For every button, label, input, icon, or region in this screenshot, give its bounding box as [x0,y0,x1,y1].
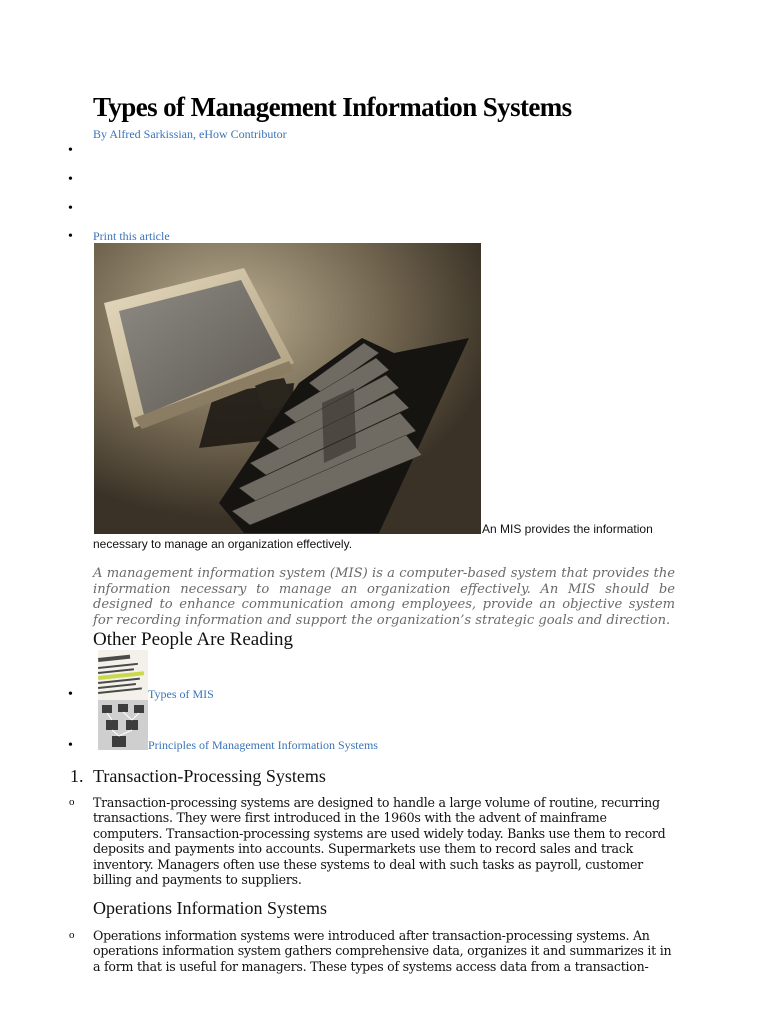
related-article-link[interactable]: Types of MIS [148,687,214,701]
related-article-thumbnail[interactable] [98,650,148,700]
section-paragraph: Transaction-processing systems are designed to handle a large volume of routine, recurring transactions. They were first introduced in the 1960s with the advent of mainframe computers. Transaction-processing systems are used widely today. Banks use them to record deposits and payments into accounts. Supermarkets use them to record sales and track inventory. Managers often use these systems to deal with such tasks as payroll, customer billing and payments to suppliers. [93,795,666,888]
section-paragraph: Operations information systems were introduced after transaction-processing systems. An operations information system gathers comprehensive data, organizes it and summarizes it in a form that is useful for managers. These types of systems access data from a transaction- [93,928,672,974]
list-bullet: • [68,738,73,753]
image-caption: An MIS provides the information [482,522,653,536]
print-article-link[interactable]: Print this article [93,229,170,243]
computer-illustration [94,243,481,534]
other-reading-heading: Other People Are Reading [93,629,293,650]
article-title: Types of Management Information Systems [93,92,572,122]
empty-list-bullet: • [68,201,73,216]
section-number: 1. [70,766,84,786]
empty-list-bullet: • [68,143,73,158]
author-byline-link[interactable]: By Alfred Sarkissian, eHow Contributor [93,127,287,141]
network-monitors-icon [98,700,148,750]
list-bullet: • [68,229,73,244]
list-bullet: • [68,687,73,702]
sub-list-bullet: o [69,929,75,941]
article-intro: A management information system (MIS) is a computer-based system that provides the information necessary to manage an organization effectively. An MIS should be designed to enhance communication among employees, provide an objective system for recording information and support the organization’s strategic goals and direction. [93,566,675,628]
related-article-link[interactable]: Principles of Management Information Systems [148,738,378,752]
empty-list-bullet: • [68,172,73,187]
section-heading: Operations Information Systems [93,898,327,918]
section-heading: Transaction-Processing Systems [93,766,326,786]
image-caption-continued: necessary to manage an organization effectively. [93,537,353,551]
related-article-thumbnail[interactable] [98,700,148,750]
article-photo-computer [94,243,481,534]
sub-list-bullet: o [69,796,75,808]
paper-text-icon [98,650,148,700]
